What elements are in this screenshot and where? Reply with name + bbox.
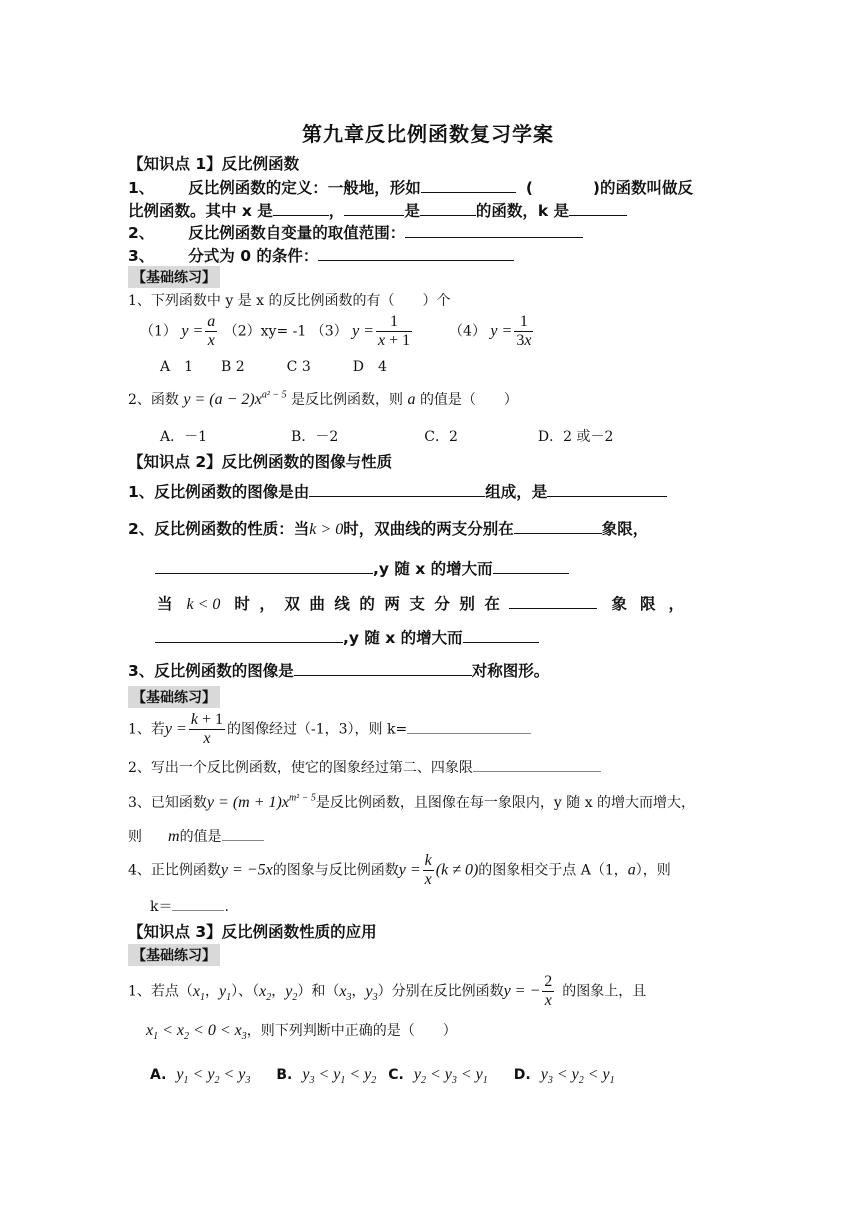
formula: $x_1 < x_2 < 0 < x_3$ [146, 1022, 247, 1043]
question-text: 1、若点（ [128, 983, 193, 1000]
question-text: 组成，是 [485, 483, 548, 501]
k1-practice-2-choices [160, 426, 613, 446]
k1-question-1-line2 [128, 199, 627, 221]
k2-practice-4-line2 [150, 896, 229, 916]
k2-question-1 [128, 480, 667, 502]
question-text: 分式为 0 的条件： [188, 247, 319, 265]
answer-blank[interactable] [547, 482, 667, 497]
choice-c[interactable]: C. $y_2 < y_3 < y_1$ [388, 1066, 488, 1087]
option-label: （1） [140, 323, 177, 340]
answer-blank[interactable] [569, 201, 627, 216]
formula: $x_2$ [259, 982, 272, 1003]
k2-question-3 [128, 659, 549, 681]
question-text: ， [328, 202, 345, 220]
question-text: 2、函数 [128, 392, 179, 408]
question-text: 象限， [611, 595, 697, 613]
answer-blank[interactable] [155, 559, 373, 574]
k1-question-1 [128, 176, 693, 198]
fraction: $\frac{a}{x}$ [207, 313, 216, 349]
formula: y = [181, 322, 204, 340]
question-text: 1、若 [128, 721, 165, 738]
question-text: 比例函数。其中 x 是 [128, 202, 273, 220]
question-text: 的图象与反比例函数 [272, 862, 399, 879]
formula: $y = (m + 1)x^{m^2 - 5}$ [206, 792, 316, 811]
question-text: 象限， [601, 520, 649, 538]
k1-practice-2 [128, 389, 518, 409]
answer-blank[interactable] [463, 628, 539, 643]
answer-blank[interactable] [473, 759, 601, 772]
k1-practice-1: 1、下列函数中 y 是 x 的反比例函数的有（ ）个 [128, 293, 451, 309]
question-text: 反比例函数的定义：一般地，形如 [188, 179, 421, 197]
answer-blank[interactable] [294, 661, 472, 676]
practice-tag: 【基础练习】 [128, 686, 220, 708]
k2-question-2-line4 [155, 626, 539, 648]
question-number: 1、 [128, 179, 155, 197]
question-text: 的图象相交于点 A（1， [478, 862, 628, 879]
k2-practice-1 [128, 711, 531, 748]
question-text: ，则下列判断中正确的是（ ） [246, 1023, 457, 1039]
k1-practice-1-options [140, 313, 535, 350]
formula: y = [490, 322, 513, 340]
question-text: 的值是 [179, 829, 222, 845]
answer-blank[interactable] [344, 201, 404, 216]
formula: $x_1$ [192, 982, 206, 1003]
k3-practice-1-line2 [146, 1020, 457, 1042]
paren: ( [525, 179, 533, 197]
k2-question-2 [128, 517, 648, 539]
question-text: 的值是（ ） [419, 392, 518, 408]
k1-question-2 [128, 221, 583, 243]
question-text: k＝ [150, 899, 173, 915]
answer-blank[interactable] [509, 594, 597, 609]
question-text: 2、反比例函数的性质：当 [128, 520, 310, 538]
k2-practice-3-line2 [128, 826, 264, 846]
question-text: ），则 [635, 862, 671, 879]
question-text: ）分别在反比例函数 [377, 983, 504, 1000]
question-text: 是反比例函数，且图像在每一象限内，y 随 x 的增大而增大， [315, 795, 696, 811]
question-text: 的函数，k 是 [475, 202, 570, 220]
option-label: （2）xy= -1 （3） [223, 323, 348, 340]
fraction: $\frac{k + 1}{x}$ [190, 711, 223, 747]
option-label: （4） [449, 323, 486, 340]
formula: $y_1$ [219, 982, 232, 1003]
practice-tag: 【基础练习】 [128, 266, 220, 288]
answer-blank[interactable] [514, 519, 602, 534]
answer-blank[interactable] [421, 178, 516, 193]
formula: $y_3$ [365, 982, 378, 1003]
k2-practice-3 [128, 792, 695, 812]
question-text: 3、已知函数 [128, 795, 207, 811]
answer-blank[interactable] [273, 201, 329, 216]
page-title: 第九章反比例函数复习学案 [302, 122, 554, 146]
formula: y = [398, 861, 421, 879]
k2-question-2-line3 [157, 592, 697, 614]
formula: a [407, 391, 416, 408]
question-text: 的图象上，且 [562, 983, 647, 1000]
section-heading-2: 【知识点 2】反比例函数的图像与性质 [128, 453, 393, 471]
choice-d[interactable]: D．2 或－2 [537, 429, 614, 445]
answer-blank[interactable] [405, 223, 583, 238]
question-text: ,y 随 x 的增大而 [343, 629, 463, 647]
question-text: ）和（ [297, 983, 340, 1000]
formula: $x_3$ [339, 982, 352, 1003]
k2-practice-2 [128, 757, 601, 777]
k3-practice-1: 1、若点（$x_1$，$y_1$）、（$x_2$，$y_2$）和（$x_3$，$y_3$）分别在反比例函数y = − $\frac{2}{x}$ 的图象上，且 [128, 973, 647, 1009]
answer-blank[interactable] [407, 721, 531, 734]
choice-a[interactable]: A．－1 [160, 429, 208, 445]
choice-d[interactable]: D. $y_3 < y_2 < y_1$ [513, 1066, 615, 1087]
formula: y = −5x [220, 861, 273, 879]
formula: a [627, 861, 636, 879]
question-text: 则 [128, 829, 142, 845]
question-text: . [224, 899, 229, 915]
question-number: 2、 [128, 224, 155, 242]
formula: y = [352, 322, 374, 340]
k3-practice-1-choices [150, 1066, 615, 1086]
question-text: 对称图形。 [471, 662, 550, 680]
question-text: 反比例函数自变量的取值范围： [188, 224, 406, 242]
question-text: 4、正比例函数 [128, 862, 221, 879]
answer-blank[interactable] [155, 628, 343, 643]
question-text: 是 [404, 202, 420, 220]
practice-tag: 【基础练习】 [128, 944, 220, 966]
formula: (k ≠ 0) [435, 861, 479, 879]
choice-b[interactable]: B．－2 [291, 429, 339, 445]
formula: $y = (a - 2)x^{a^2 - 5}$ [183, 389, 287, 408]
fraction: $\frac{2}{x}$ [544, 973, 553, 1009]
formula: y = [164, 720, 187, 738]
k2-question-2-line2 [155, 557, 569, 579]
formula: k < 0 [186, 596, 221, 613]
question-text: ）、（ [231, 983, 260, 1000]
question-text: 2、写出一个反比例函数，使它的图象经过第二、四象限 [128, 760, 473, 776]
choice-a[interactable]: A. $y_1 < y_2 < y_3$ [150, 1066, 251, 1087]
question-text: 1、反比例函数的图像是由 [128, 483, 310, 501]
question-text: 是反比例函数，则 [291, 392, 404, 408]
question-text: 的图像经过（-1，3），则 k= [226, 721, 408, 738]
formula: k > 0 [309, 521, 344, 538]
k2-practice-4 [128, 852, 671, 889]
answer-blank[interactable] [420, 201, 476, 216]
answer-blank[interactable] [309, 482, 485, 497]
formula: $y_2$ [285, 982, 298, 1003]
answer-blank[interactable] [222, 828, 264, 841]
fraction: $\frac{k}{x}$ [424, 852, 432, 888]
question-text: 时，双曲线的两支分别在 [343, 520, 514, 538]
k1-practice-1-choices: A 1 B 2 C 3 D 4 [160, 359, 387, 375]
section-heading-3: 【知识点 3】反比例函数性质的应用 [128, 923, 377, 941]
fraction: $\frac{1}{3x}$ [516, 313, 532, 349]
question-text: ,y 随 x 的增大而 [373, 560, 493, 578]
question-text: 时，双曲线的两支分别在 [234, 595, 510, 613]
question-text: )的函数叫做反 [592, 179, 693, 197]
answer-blank[interactable] [318, 246, 514, 261]
formula: y = − [503, 982, 541, 1000]
fraction: $\frac{1}{x + 1}$ [377, 313, 411, 349]
question-number: 3、 [128, 247, 155, 265]
answer-blank[interactable] [172, 898, 224, 911]
answer-blank[interactable] [493, 559, 569, 574]
question-text: 3、反比例函数的图像是 [128, 662, 294, 680]
k1-question-3 [128, 244, 514, 266]
choice-b[interactable]: B. $y_3 < y_1 < y_2$ [276, 1066, 377, 1087]
choice-c[interactable]: C．2 [424, 429, 458, 445]
formula: m [168, 828, 180, 845]
question-text: 当 [157, 595, 173, 613]
section-heading-1: 【知识点 1】反比例函数 [128, 155, 300, 173]
